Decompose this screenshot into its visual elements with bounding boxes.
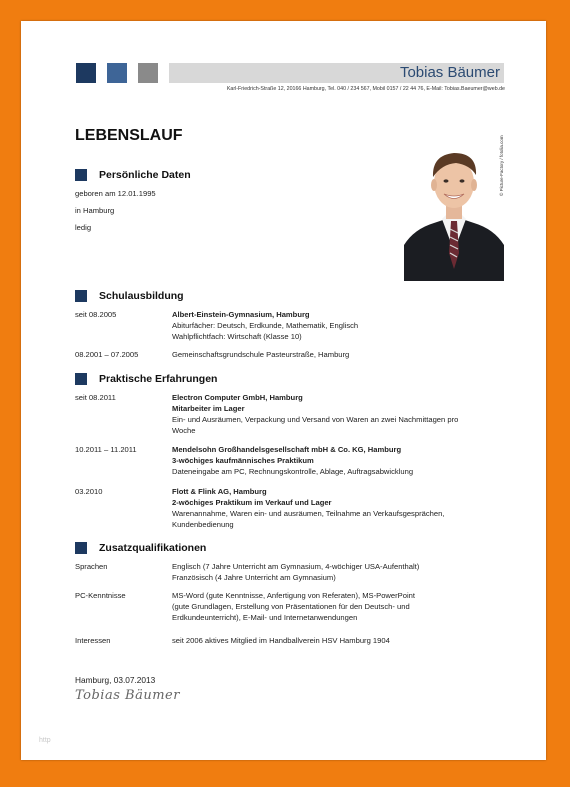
decor-square-grey — [138, 63, 158, 83]
section-marker — [75, 373, 87, 385]
portrait-photo — [404, 133, 504, 281]
school-date: seit 08.2005 — [75, 310, 117, 319]
qualification-detail: MS-Word (gute Kenntnisse, Anfertigung von Referaten), MS-PowerPoint — [172, 591, 415, 600]
contact-line: Karl-Friedrich-Straße 12, 20166 Hamburg, Tel. 040 / 234 567, Mobil 0157 / 22 44 76, E-Mail: Tobias.Baeumer@web.de — [226, 86, 505, 92]
school-name: Albert-Einstein-Gymnasium, Hamburg — [172, 310, 310, 319]
personal-line: in Hamburg — [75, 206, 115, 215]
school-detail: Wahlpflichtfach: Wirtschaft (Klasse 10) — [172, 332, 302, 341]
signature: Tobias Bäumer — [75, 688, 180, 703]
qualification-detail: Französisch (4 Jahre Unterricht am Gymnasium) — [172, 573, 336, 582]
page-title: LEBENSLAUF — [75, 127, 183, 144]
practical-company: Electron Computer GmbH, Hamburg — [172, 393, 303, 402]
cv-page — [21, 21, 546, 760]
practical-detail: Woche — [172, 426, 196, 435]
decor-square-dark-blue — [76, 63, 96, 83]
section-title: Persönliche Daten — [99, 169, 191, 181]
qualification-detail: (gute Grundlagen, Erstellung von Präsentationen für den Deutsch- und — [172, 602, 410, 611]
decor-square-blue — [107, 63, 127, 83]
section-marker — [75, 542, 87, 554]
practical-company: Mendelsohn Großhandelsgesellschaft mbH & Co. KG, Hamburg — [172, 445, 402, 454]
section-title: Schulausbildung — [99, 290, 184, 302]
place-date: Hamburg, 03.07.2013 — [75, 675, 156, 685]
school-date: 08.2001 – 07.2005 — [75, 350, 139, 359]
section-marker — [75, 169, 87, 181]
school-detail: Abiturfächer: Deutsch, Erdkunde, Mathematik, Englisch — [172, 321, 359, 330]
personal-line: geboren am 12.01.1995 — [75, 189, 156, 198]
practical-detail: Ein- und Ausräumen, Verpackung und Versand von Waren an zwei Nachmittagen pro — [172, 415, 459, 424]
practical-date: seit 08.2011 — [75, 393, 116, 402]
header-name: Tobias Bäumer — [399, 64, 500, 81]
qualification-label: Interessen — [75, 636, 111, 645]
practical-role: Mitarbeiter im Lager — [172, 404, 245, 413]
practical-company: Flott & Flink AG, Hamburg — [172, 487, 267, 496]
practical-date: 10.2011 – 11.2011 — [75, 445, 137, 454]
section-title: Praktische Erfahrungen — [99, 373, 218, 385]
qualification-detail: seit 2006 aktives Mitglied im Handballverein HSV Hamburg 1904 — [172, 636, 390, 645]
practical-role: 2-wöchiges Praktikum im Verkauf und Lager — [172, 498, 332, 507]
name-bar — [169, 63, 504, 83]
section-marker — [75, 290, 87, 302]
practical-date: 03.2010 — [75, 487, 103, 496]
photo-credit: © Picture-Factory / fotolia.com — [499, 135, 504, 196]
personal-line: ledig — [75, 223, 92, 232]
qualification-detail: Englisch (7 Jahre Unterricht am Gymnasium, 4-wöchiger USA-Aufenthalt) — [172, 562, 420, 571]
practical-role: 3-wöchiges kaufmännisches Praktikum — [172, 456, 314, 465]
qualification-detail: Erdkundeunterricht), E-Mail- und Internetanwendungen — [172, 613, 358, 622]
qualification-label: Sprachen — [75, 562, 108, 571]
practical-detail: Warenannahme, Waren ein- und ausräumen, Teilnahme an Verkaufsgesprächen, — [172, 509, 445, 518]
practical-detail: Dateneingabe am PC, Rechnungskontrolle, Ablage, Auftragsabwicklung — [172, 467, 414, 476]
section-title: Zusatzqualifikationen — [99, 542, 207, 554]
school-name: Gemeinschaftsgrundschule Pasteurstraße, Hamburg — [172, 350, 350, 359]
qualification-label: PC-Kenntnisse — [75, 591, 126, 600]
practical-detail: Kundenbedienung — [172, 520, 234, 529]
footer-watermark: http — [39, 737, 51, 744]
